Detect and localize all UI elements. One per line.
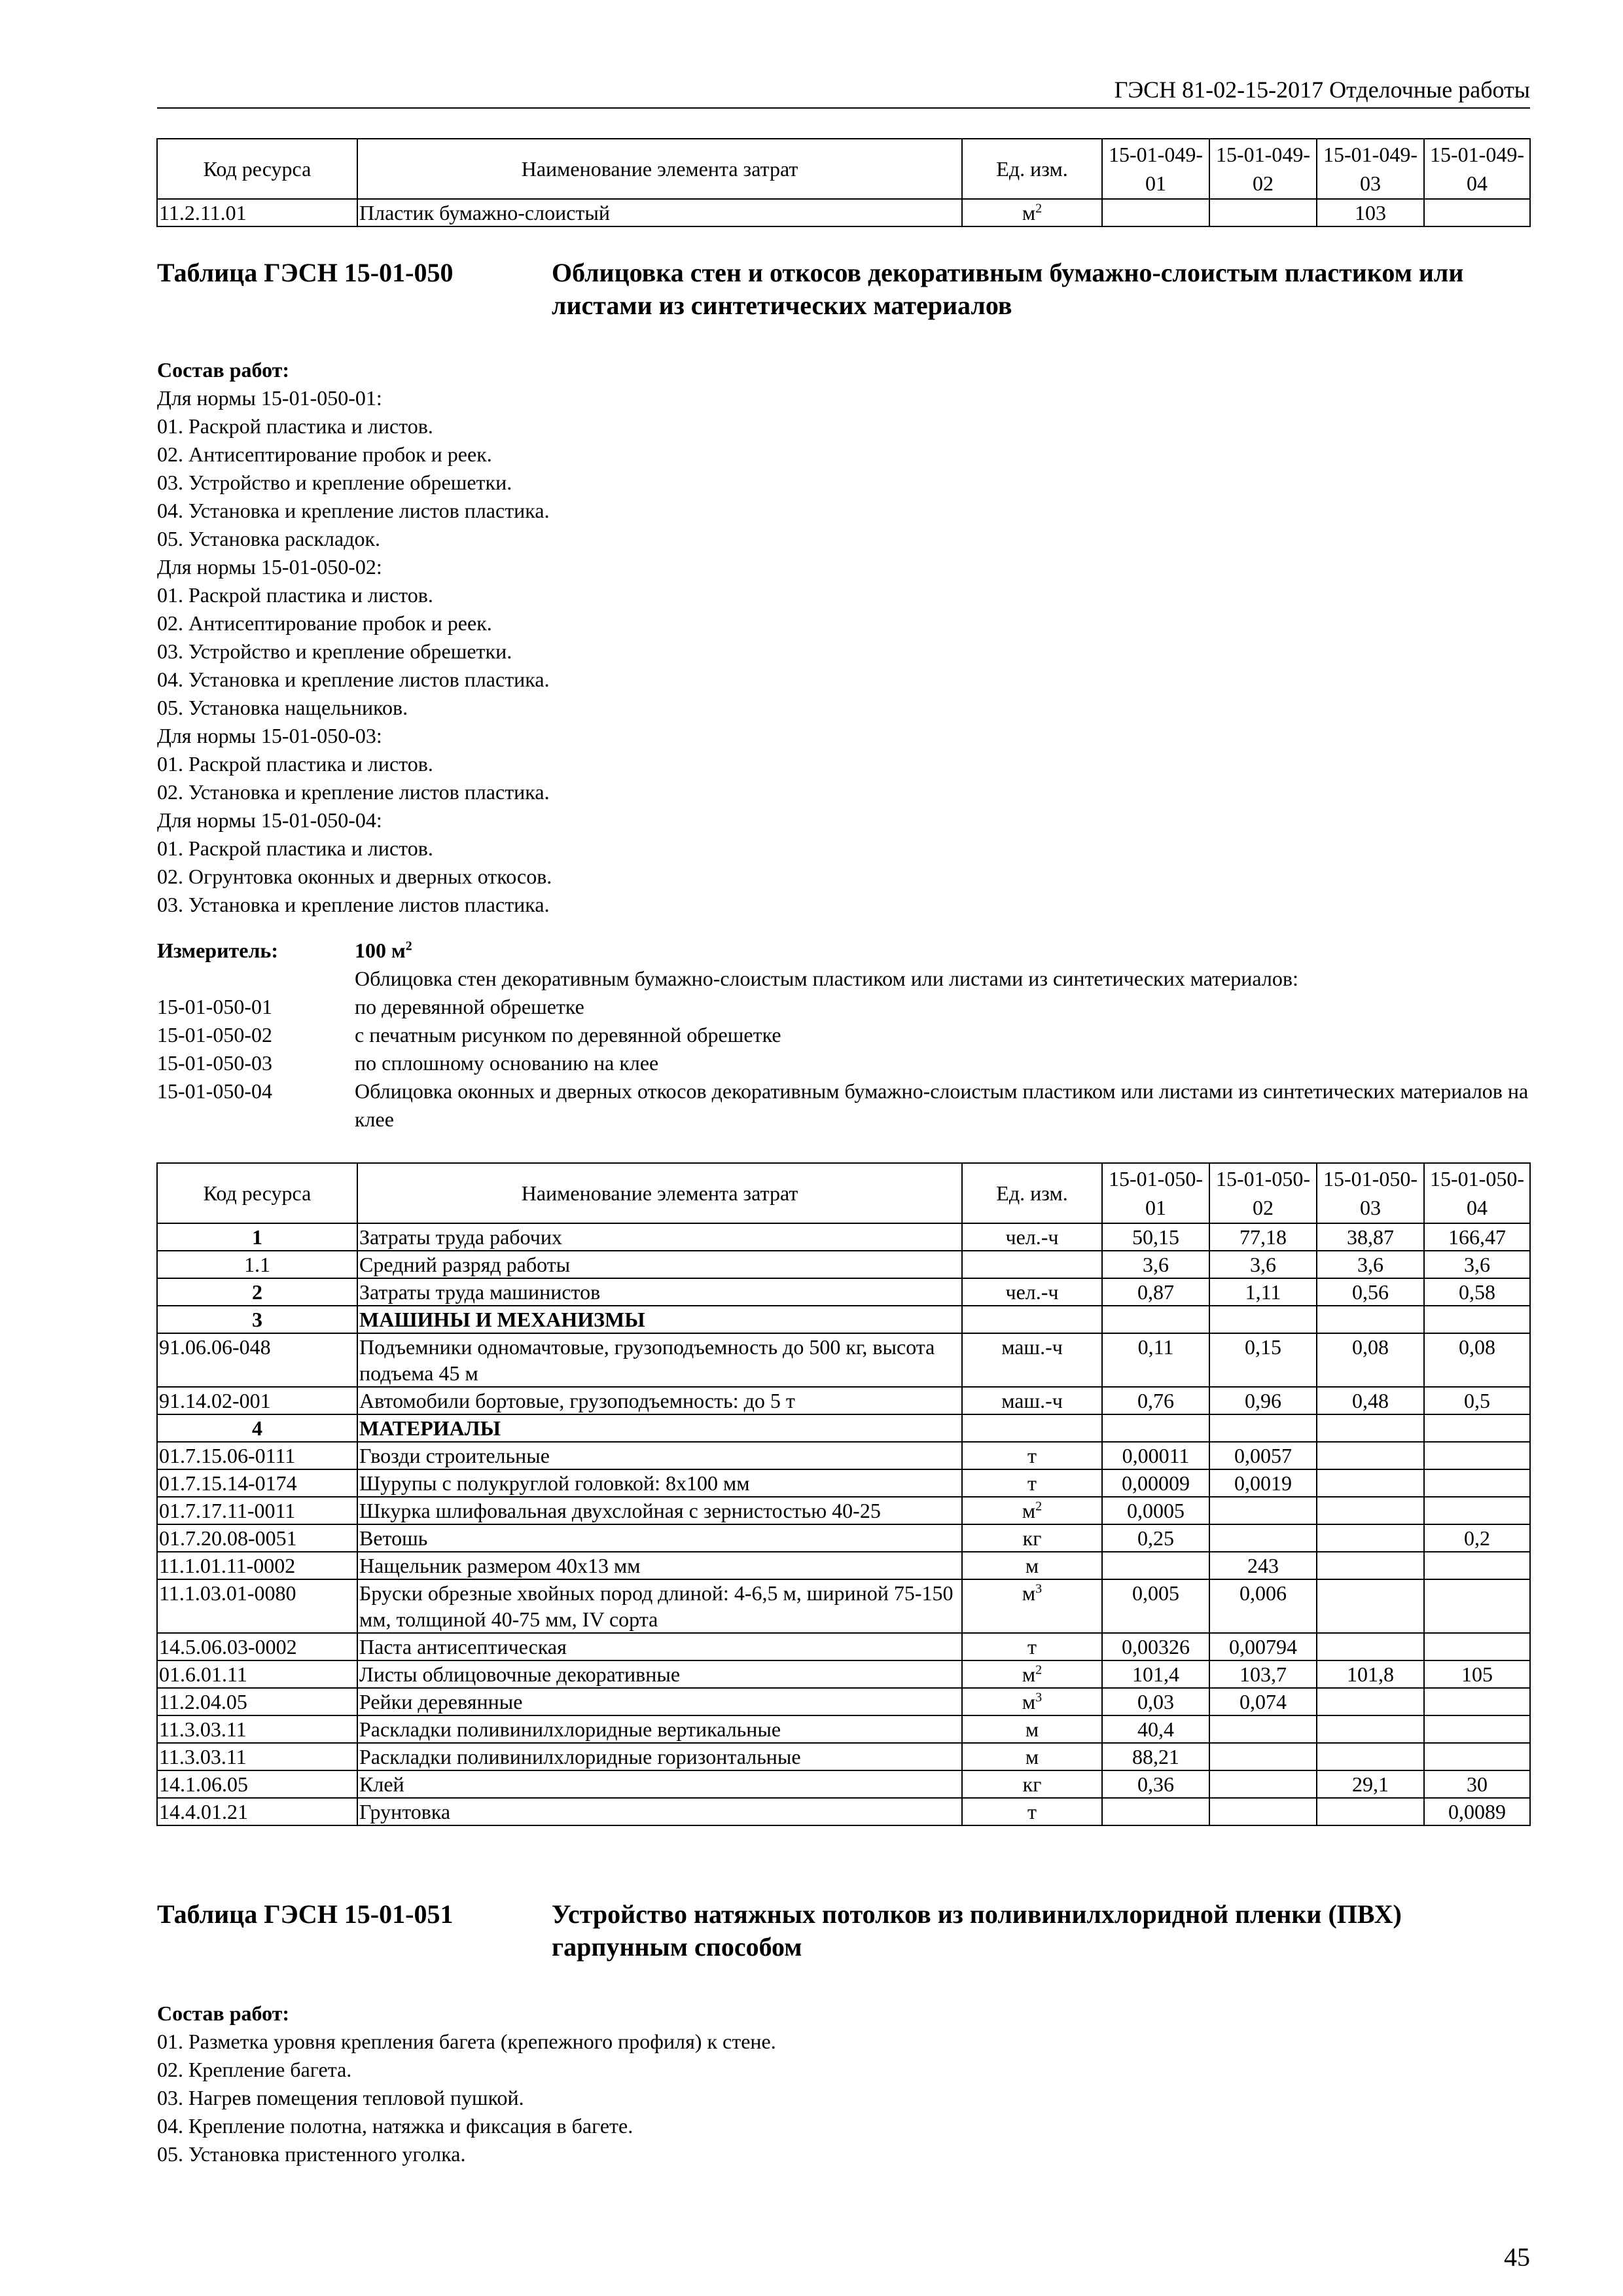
measure-item-code: 15-01-050-02	[157, 1023, 272, 1047]
resource-code: 4	[157, 1414, 357, 1442]
resource-unit	[962, 1743, 1102, 1770]
resource-name: МАШИНЫ И МЕХАНИЗМЫ	[357, 1306, 962, 1333]
resource-name: Рейки деревянные	[357, 1688, 962, 1715]
norm-value: 0,00794	[1209, 1633, 1317, 1660]
norm-value: 0,58	[1424, 1278, 1530, 1306]
resource-unit	[962, 1524, 1102, 1552]
norm-value: 243	[1209, 1552, 1317, 1579]
resource-unit	[962, 1688, 1102, 1715]
norm-value: 3,6	[1424, 1251, 1530, 1278]
works-line: 02. Огрунтовка оконных и дверных откосов.	[157, 865, 552, 888]
norm-value: 0,96	[1209, 1387, 1317, 1414]
table-row	[157, 1251, 1530, 1278]
norm-value: 103	[1317, 199, 1424, 226]
unit-text: маш.-ч	[1001, 1389, 1063, 1412]
resource-name: Клей	[357, 1770, 962, 1798]
unit-text: т	[1027, 1444, 1037, 1467]
norm-value	[1317, 1306, 1424, 1333]
resource-name: Грунтовка	[357, 1798, 962, 1825]
norm-value: 3,6	[1209, 1251, 1317, 1278]
works-line: 01. Раскрой пластика и листов.	[157, 752, 433, 776]
measure-item-code: 15-01-050-01	[157, 995, 272, 1018]
norm-value	[1424, 1633, 1530, 1660]
col-header-norm: 15-01-049-01	[1102, 139, 1209, 199]
works-heading: Состав работ:	[157, 2001, 290, 2025]
col-header-unit: Ед. изм.	[962, 1163, 1102, 1223]
resource-code: 14.5.06.03-0002	[157, 1633, 357, 1660]
measure-item	[157, 1049, 1531, 1077]
resource-unit	[962, 1442, 1102, 1469]
measure-item	[157, 993, 1531, 1021]
norm-value: 0,56	[1317, 1278, 1424, 1306]
norm-value	[1317, 1688, 1424, 1715]
table-row	[157, 1223, 1530, 1251]
works-line: Для нормы 15-01-050-03:	[157, 724, 382, 747]
norm-value: 0,15	[1209, 1333, 1317, 1387]
norm-value	[1317, 1442, 1424, 1469]
resource-name: Подъемники одномачтовые, грузоподъемность до 500 кг, высота подъема 45 м	[357, 1333, 962, 1387]
resource-name: Гвозди строительные	[357, 1442, 962, 1469]
norm-value: 101,8	[1317, 1660, 1424, 1688]
norm-value: 0,36	[1102, 1770, 1209, 1798]
norm-value: 3,6	[1317, 1251, 1424, 1278]
works-line: 04. Установка и крепление листов пластика.	[157, 668, 550, 691]
works-composition-051	[157, 2000, 776, 2168]
resource-name: Пластик бумажно-слоистый	[357, 199, 962, 226]
resource-unit	[962, 1278, 1102, 1306]
measure-item-text: по деревянной обрешетке	[355, 995, 584, 1018]
norm-value	[1209, 199, 1317, 226]
resource-name: Затраты труда машинистов	[357, 1278, 962, 1306]
norm-value: 166,47	[1424, 1223, 1530, 1251]
resource-unit	[962, 1497, 1102, 1524]
resource-code: 3	[157, 1306, 357, 1333]
table-row	[157, 1278, 1530, 1306]
norm-value	[1317, 1469, 1424, 1497]
works-line: 02. Крепление багета.	[157, 2058, 352, 2081]
norm-value	[1317, 1414, 1424, 1442]
resource-code: 1.1	[157, 1251, 357, 1278]
resource-code: 11.1.01.11-0002	[157, 1552, 357, 1579]
norm-value	[1424, 1414, 1530, 1442]
table-header-row	[157, 139, 1530, 199]
unit-text: чел.-ч	[1005, 1225, 1059, 1249]
works-line: 02. Антисептирование пробок и реек.	[157, 611, 492, 635]
works-line: 03. Установка и крепление листов пластика.	[157, 893, 550, 916]
table-row	[157, 1469, 1530, 1497]
resource-code: 01.7.15.06-0111	[157, 1442, 357, 1469]
works-line: 03. Устройство и крепление обрешетки.	[157, 471, 512, 494]
unit-exponent: 2	[1035, 201, 1043, 216]
resource-unit	[962, 199, 1102, 226]
unit-exponent: 3	[1035, 1690, 1043, 1705]
norm-value	[1209, 1715, 1317, 1743]
measure-item-text: с печатным рисунком по деревянной обрешетке	[355, 1023, 781, 1047]
table-row	[157, 1715, 1530, 1743]
resource-code: 91.14.02-001	[157, 1387, 357, 1414]
unit-text: м	[1022, 1499, 1036, 1522]
norm-value	[1424, 1442, 1530, 1469]
resource-unit	[962, 1306, 1102, 1333]
norm-value	[1424, 1579, 1530, 1633]
unit-text: кг	[1022, 1526, 1042, 1550]
resource-name: Листы облицовочные декоративные	[357, 1660, 962, 1688]
unit-text: кг	[1022, 1772, 1042, 1796]
norm-value	[1317, 1798, 1424, 1825]
table-label: Таблица ГЭСН 15-01-050	[157, 258, 454, 287]
resource-unit	[962, 1469, 1102, 1497]
norm-value: 0,25	[1102, 1524, 1209, 1552]
table-row	[157, 199, 1530, 226]
norm-value: 0,006	[1209, 1579, 1317, 1633]
table-row	[157, 1497, 1530, 1524]
unit-text: м	[1025, 1717, 1039, 1741]
unit-exponent: 2	[1035, 1499, 1043, 1514]
norm-value	[1209, 1743, 1317, 1770]
norm-value: 3,6	[1102, 1251, 1209, 1278]
resource-code: 11.3.03.11	[157, 1715, 357, 1743]
works-line: 03. Нагрев помещения тепловой пушкой.	[157, 2086, 524, 2109]
col-header-name: Наименование элемента затрат	[357, 1163, 962, 1223]
table-row	[157, 1633, 1530, 1660]
table-row	[157, 1688, 1530, 1715]
works-line: 01. Раскрой пластика и листов.	[157, 836, 433, 860]
norm-value	[1209, 1414, 1317, 1442]
norm-value: 0,00009	[1102, 1469, 1209, 1497]
norm-value: 0,0089	[1424, 1798, 1530, 1825]
works-line: 05. Установка нащельников.	[157, 696, 408, 719]
norm-value	[1209, 1524, 1317, 1552]
resource-unit	[962, 1579, 1102, 1633]
norm-value: 0,87	[1102, 1278, 1209, 1306]
resource-table-049	[156, 138, 1531, 227]
unit-text: м	[1025, 1745, 1039, 1768]
norm-value	[1317, 1497, 1424, 1524]
norm-value: 0,76	[1102, 1387, 1209, 1414]
col-header-norm: 15-01-049-02	[1209, 139, 1317, 199]
norm-value: 0,074	[1209, 1688, 1317, 1715]
works-line: 05. Установка пристенного уголка.	[157, 2142, 466, 2166]
norm-value: 77,18	[1209, 1223, 1317, 1251]
measure-item	[157, 1077, 1531, 1134]
col-header-name: Наименование элемента затрат	[357, 139, 962, 199]
col-header-code: Код ресурса	[157, 1163, 357, 1223]
measure-item-code: 15-01-050-04	[157, 1079, 272, 1103]
table-row	[157, 1660, 1530, 1688]
norm-value: 103,7	[1209, 1660, 1317, 1688]
norm-value: 30	[1424, 1770, 1530, 1798]
norm-value: 0,48	[1317, 1387, 1424, 1414]
norm-value	[1424, 1469, 1530, 1497]
works-line: 01. Разметка уровня крепления багета (крепежного профиля) к стене.	[157, 2030, 776, 2053]
resource-code: 11.3.03.11	[157, 1743, 357, 1770]
resource-name: Паста антисептическая	[357, 1633, 962, 1660]
unit-text: м	[1022, 1581, 1036, 1605]
works-line: 04. Установка и крепление листов пластика.	[157, 499, 550, 522]
unit-text: т	[1027, 1800, 1037, 1823]
resource-code: 11.1.03.01-0080	[157, 1579, 357, 1633]
works-heading: Состав работ:	[157, 358, 290, 382]
works-line: 01. Раскрой пластика и листов.	[157, 583, 433, 607]
norm-value	[1102, 1306, 1209, 1333]
resource-code: 11.2.04.05	[157, 1688, 357, 1715]
works-composition-050	[157, 356, 552, 919]
resource-code: 1	[157, 1223, 357, 1251]
norm-value: 88,21	[1102, 1743, 1209, 1770]
measure-item	[157, 1021, 1531, 1049]
measure-label: Измеритель:	[157, 939, 278, 962]
table-label: Таблица ГЭСН 15-01-051	[157, 1899, 454, 1929]
norm-value	[1317, 1579, 1424, 1633]
resource-name: Шурупы с полукруглой головкой: 8х100 мм	[357, 1469, 962, 1497]
resource-name: Ветошь	[357, 1524, 962, 1552]
norm-value: 0,0005	[1102, 1497, 1209, 1524]
table-title: Устройство натяжных потолков из поливинилхлоридной пленки (ПВХ) гарпунным способом	[552, 1899, 1402, 1962]
resource-unit	[962, 1251, 1102, 1278]
resource-unit	[962, 1552, 1102, 1579]
resource-unit	[962, 1223, 1102, 1251]
unit-text: маш.-ч	[1001, 1335, 1063, 1359]
norm-value	[1209, 1770, 1317, 1798]
measure-intro-row	[157, 965, 1531, 993]
norm-value: 40,4	[1102, 1715, 1209, 1743]
table-row	[157, 1333, 1530, 1387]
norm-value	[1424, 1715, 1530, 1743]
norm-value	[1102, 1798, 1209, 1825]
resource-code: 01.7.15.14-0174	[157, 1469, 357, 1497]
table-row	[157, 1442, 1530, 1469]
resource-code: 14.1.06.05	[157, 1770, 357, 1798]
norm-value	[1317, 1524, 1424, 1552]
norm-value	[1317, 1743, 1424, 1770]
resource-name: Бруски обрезные хвойных пород длиной: 4-6,5 м, шириной 75-150 мм, толщиной 40-75 мм, IV сорта	[357, 1579, 962, 1633]
resource-code: 01.7.17.11-0011	[157, 1497, 357, 1524]
norm-value	[1102, 199, 1209, 226]
table-row	[157, 1743, 1530, 1770]
works-line: 03. Устройство и крепление обрешетки.	[157, 639, 512, 663]
table-title: Облицовка стен и откосов декоративным бумажно-слоистым пластиком или листами из синтетических материалов	[552, 258, 1464, 320]
resource-code: 11.2.11.01	[157, 199, 357, 226]
table-row	[157, 1387, 1530, 1414]
resource-unit	[962, 1333, 1102, 1387]
resource-unit	[962, 1414, 1102, 1442]
works-line: 04. Крепление полотна, натяжка и фиксация в багете.	[157, 2114, 633, 2138]
unit-text: т	[1027, 1635, 1037, 1659]
norm-value	[1424, 1306, 1530, 1333]
norm-value	[1424, 1688, 1530, 1715]
works-line: 01. Раскрой пластика и листов.	[157, 414, 433, 438]
resource-code: 14.4.01.21	[157, 1798, 357, 1825]
col-header-norm: 15-01-050-01	[1102, 1163, 1209, 1223]
resource-unit	[962, 1715, 1102, 1743]
norm-value	[1424, 1743, 1530, 1770]
norm-value: 101,4	[1102, 1660, 1209, 1688]
works-line: 05. Установка раскладок.	[157, 527, 381, 550]
norm-value: 0,08	[1424, 1333, 1530, 1387]
resource-unit	[962, 1633, 1102, 1660]
norm-value	[1317, 1552, 1424, 1579]
resource-unit	[962, 1387, 1102, 1414]
works-line: 02. Установка и крепление листов пластика.	[157, 780, 550, 804]
resource-code: 2	[157, 1278, 357, 1306]
norm-value: 1,11	[1209, 1278, 1317, 1306]
table-row	[157, 1770, 1530, 1798]
norm-value: 29,1	[1317, 1770, 1424, 1798]
resource-unit	[962, 1770, 1102, 1798]
col-header-norm: 15-01-050-02	[1209, 1163, 1317, 1223]
norm-value: 38,87	[1317, 1223, 1424, 1251]
norm-value	[1317, 1633, 1424, 1660]
table-header-row	[157, 1163, 1530, 1223]
norm-value	[1424, 199, 1530, 226]
measure-intro: Облицовка стен декоративным бумажно-слоистым пластиком или листами из синтетических материалов:	[355, 967, 1298, 990]
works-line: 02. Антисептирование пробок и реек.	[157, 442, 492, 466]
table-row	[157, 1524, 1530, 1552]
col-header-norm: 15-01-049-03	[1317, 139, 1424, 199]
unit-text: т	[1027, 1471, 1037, 1495]
resource-name: Раскладки поливинилхлоридные вертикальные	[357, 1715, 962, 1743]
unit-text: м	[1022, 1690, 1036, 1713]
norm-value	[1209, 1798, 1317, 1825]
norm-value	[1209, 1497, 1317, 1524]
col-header-norm: 15-01-050-03	[1317, 1163, 1424, 1223]
norm-value: 0,005	[1102, 1579, 1209, 1633]
norm-value: 0,2	[1424, 1524, 1530, 1552]
table-row	[157, 1306, 1530, 1333]
resource-name: Нащельник размером 40х13 мм	[357, 1552, 962, 1579]
measure-value: 100 $м^2$	[355, 939, 412, 962]
norm-value: 0,00011	[1102, 1442, 1209, 1469]
resource-code: 01.6.01.11	[157, 1660, 357, 1688]
norm-value	[1424, 1552, 1530, 1579]
col-header-norm: 15-01-050-04	[1424, 1163, 1530, 1223]
unit-text: чел.-ч	[1005, 1280, 1059, 1304]
unit-exponent: 3	[1035, 1581, 1043, 1596]
resource-name: Шкурка шлифовальная двухслойная с зернистостью 40-25	[357, 1497, 962, 1524]
resource-code: 91.06.06-048	[157, 1333, 357, 1387]
norm-value: 50,15	[1102, 1223, 1209, 1251]
measure-item-text: Облицовка оконных и дверных откосов декоративным бумажно-слоистым пластиком или листами из синтетических материалов на клее	[355, 1079, 1529, 1131]
resource-name: Раскладки поливинилхлоридные горизонтальные	[357, 1743, 962, 1770]
unit-text: м	[1022, 201, 1036, 224]
measure-row	[157, 937, 1531, 965]
unit-text: м	[1022, 1662, 1036, 1686]
measure-item-text: по сплошному основанию на клее	[355, 1051, 659, 1075]
norm-value: 0,00326	[1102, 1633, 1209, 1660]
table-row	[157, 1414, 1530, 1442]
resource-unit	[962, 1798, 1102, 1825]
page-number: 45	[1504, 2242, 1530, 2272]
unit-text: м	[1025, 1554, 1039, 1577]
works-line: Для нормы 15-01-050-02:	[157, 555, 382, 579]
measure-item-code: 15-01-050-03	[157, 1051, 272, 1075]
norm-value	[1209, 1306, 1317, 1333]
col-header-norm: 15-01-049-04	[1424, 139, 1530, 199]
works-line: Для нормы 15-01-050-04:	[157, 808, 382, 832]
resource-table-050	[156, 1162, 1531, 1826]
resource-name: Затраты труда рабочих	[357, 1223, 962, 1251]
running-title: ГЭСН 81-02-15-2017 Отделочные работы	[1114, 77, 1530, 103]
works-line: Для нормы 15-01-050-01:	[157, 386, 382, 410]
unit-exponent: 2	[1035, 1662, 1043, 1677]
col-header-unit: Ед. изм.	[962, 139, 1102, 199]
norm-value	[1102, 1552, 1209, 1579]
running-header	[157, 73, 1530, 109]
resource-name: Автомобили бортовые, грузоподъемность: до 5 т	[357, 1387, 962, 1414]
table-row	[157, 1798, 1530, 1825]
norm-value: 0,0019	[1209, 1469, 1317, 1497]
resource-name: МАТЕРИАЛЫ	[357, 1414, 962, 1442]
col-header-code: Код ресурса	[157, 139, 357, 199]
resource-unit	[962, 1660, 1102, 1688]
resource-name: Средний разряд работы	[357, 1251, 962, 1278]
norm-value	[1424, 1497, 1530, 1524]
norm-value: 105	[1424, 1660, 1530, 1688]
norm-value: 0,5	[1424, 1387, 1530, 1414]
table-row	[157, 1552, 1530, 1579]
table-row	[157, 1579, 1530, 1633]
norm-value: 0,03	[1102, 1688, 1209, 1715]
norm-value: 0,11	[1102, 1333, 1209, 1387]
norm-value: 0,0057	[1209, 1442, 1317, 1469]
resource-code: 01.7.20.08-0051	[157, 1524, 357, 1552]
norm-value: 0,08	[1317, 1333, 1424, 1387]
measure-block	[157, 937, 1531, 1134]
norm-value	[1102, 1414, 1209, 1442]
norm-value	[1317, 1715, 1424, 1743]
